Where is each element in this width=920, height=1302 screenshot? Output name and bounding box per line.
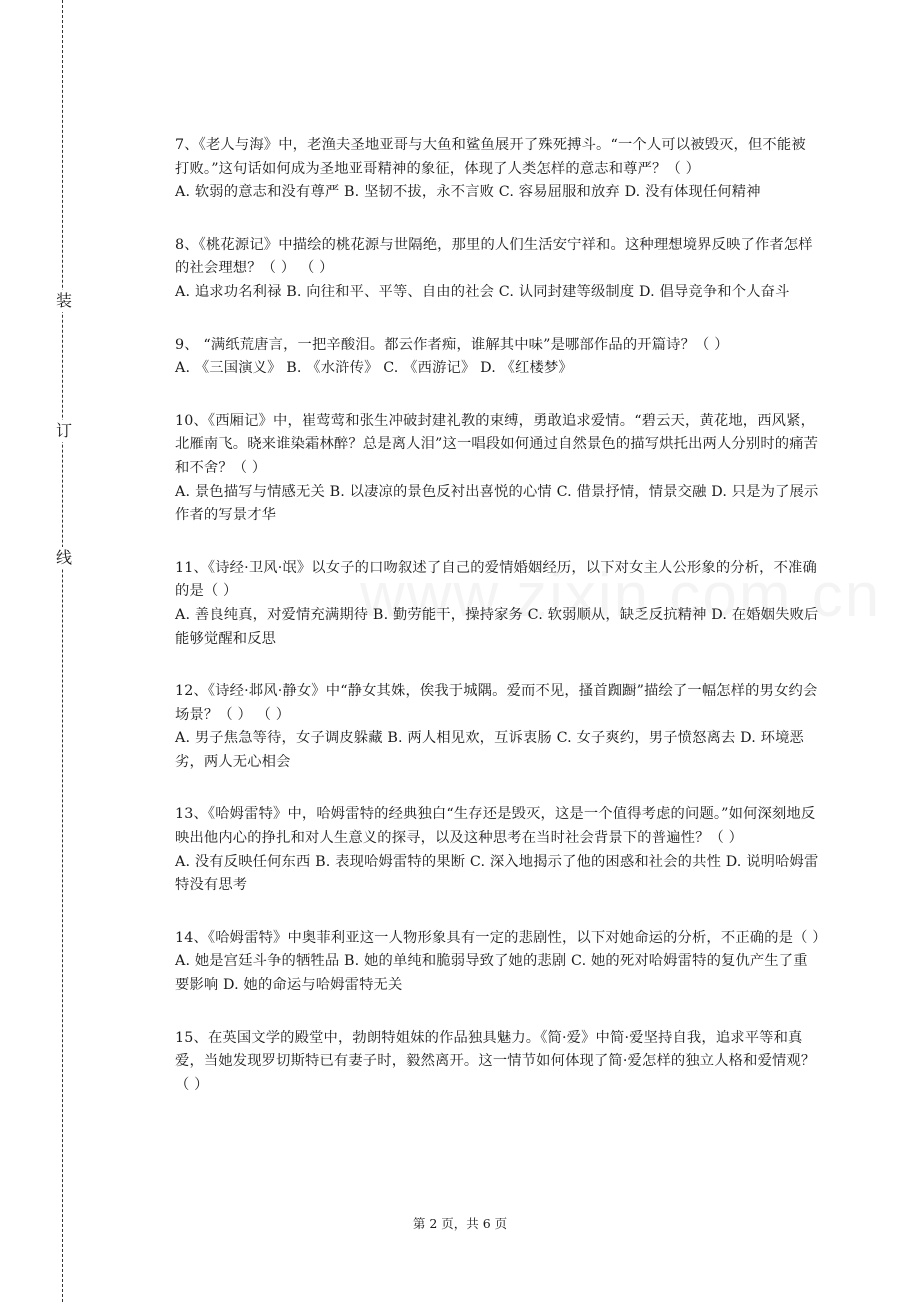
question-options: A. 善良纯真，对爱情充满期待 B. 勤劳能干，操持家务 C. 软弱顺从，缺乏反抗精神 D. 在婚姻失败后能够觉醒和反思: [175, 606, 819, 647]
question-text: 11、《诗经·卫风·氓》以女子的口吻叙述了自己的爱情婚姻经历，以下对女主人公形象的分析，不准确的是（ ）: [175, 559, 817, 600]
page-footer: 第 2 页，共 6 页: [412, 1216, 508, 1231]
question-8: [175, 234, 820, 305]
question-7: [175, 134, 820, 205]
question-options: A. 追求功名利禄 B. 向往和平、平等、自由的社会 C. 认同封建等级制度 D. 倡导竞争和个人奋斗: [175, 283, 790, 300]
question-text: 10、《西厢记》中，崔莺莺和张生冲破封建礼教的束缚，勇敢追求爱情。“碧云天，黄花地，西风紧，北雁南飞。晓来谁染霜林醉？总是离人泪”这一唱段如何通过自然景色的描写烘托出两人分别时的痛苦和不舍？（ ）: [175, 412, 819, 476]
question-9: [175, 334, 820, 381]
question-text: 9、 “满纸荒唐言，一把辛酸泪。都云作者痴，谁解其中味”是哪部作品的开篇诗？（ ）: [175, 336, 729, 353]
question-10: [175, 410, 820, 528]
question-text: 13、《哈姆雷特》中，哈姆雷特的经典独白“生存还是毁灭，这是一个值得考虑的问题。”如何深刻地反映出他内心的挣扎和对人生意义的探寻，以及这种思考在当时社会背景下的普遍性？（ ）: [175, 806, 816, 847]
question-text: 15、在英国文学的殿堂中，勃朗特姐妹的作品独具魅力。《简·爱》中简·爱坚持自我，追求平等和真爱，当她发现罗切斯特已有妻子时，毅然离开。这一情节如何体现了简·爱怎样的独立人格和爱情观？（ ）: [175, 1029, 816, 1093]
question-list: [175, 134, 827, 1097]
binding-char-zhuang: 装: [55, 291, 72, 310]
question-13: [175, 803, 820, 897]
question-14: [175, 927, 827, 998]
question-options: A. 没有反映任何东西 B. 表现哈姆雷特的果断 C. 深入地揭示了他的困惑和社会的共性 D. 说明哈姆雷特没有思考: [175, 853, 819, 894]
question-12: [175, 680, 820, 774]
question-text: 7、《老人与海》中，老渔夫圣地亚哥与大鱼和鲨鱼展开了殊死搏斗。“一个人可以被毁灭，但不能被打败。”这句话如何成为圣地亚哥精神的象征，体现了人类怎样的意志和尊严？（ ）: [175, 137, 806, 177]
question-text: 12、《诗经·邶风·静女》中“静女其姝，俟我于城隅。爱而不见，搔首踟蹰”描绘了一幅怎样的男女约会场景？（ ） （ ）: [175, 683, 818, 723]
question-options: A. 《三国演义》 B. 《水浒传》 C. 《西游记》 D. 《红楼梦》: [175, 360, 573, 377]
question-options: A. 男子焦急等待，女子调皮躲藏 B. 两人相见欢，互诉衷肠 C. 女子爽约，男子愤怒离去 D. 环境恶劣，两人无心相会: [175, 730, 804, 770]
question-options: A. 景色描写与情感无关 B. 以凄凉的景色反衬出喜悦的心情 C. 借景抒情，情景交融 D. 只是为了展示作者的写景才华: [175, 483, 819, 524]
binding-dashed-line: [62, 0, 63, 1302]
question-text: 14、《哈姆雷特》中奥菲利亚这一人物形象具有一定的悲剧性，以下对她命运的分析，不正确的是（ ）: [175, 929, 827, 946]
binding-char-xian: 线: [55, 548, 72, 567]
question-15: [175, 1027, 820, 1098]
question-options: A. 软弱的意志和没有尊严 B. 坚韧不拔，永不言败 C. 容易屈服和放弃 D. 没有体现任何精神: [175, 184, 761, 201]
question-11: [175, 557, 820, 651]
binding-char-ding: 订: [55, 421, 72, 440]
question-text: 8、《桃花源记》中描绘的桃花源与世隔绝，那里的人们生活安宁祥和。这种理想境界反映了作者怎样的社会理想？（ ） （ ）: [175, 236, 813, 277]
question-options: A. 她是宫廷斗争的牺牲品 B. 她的单纯和脆弱导致了她的悲剧 C. 她的死对哈姆雷特的复仇产生了重要影响 D. 她的命运与哈姆雷特无关: [175, 953, 808, 994]
